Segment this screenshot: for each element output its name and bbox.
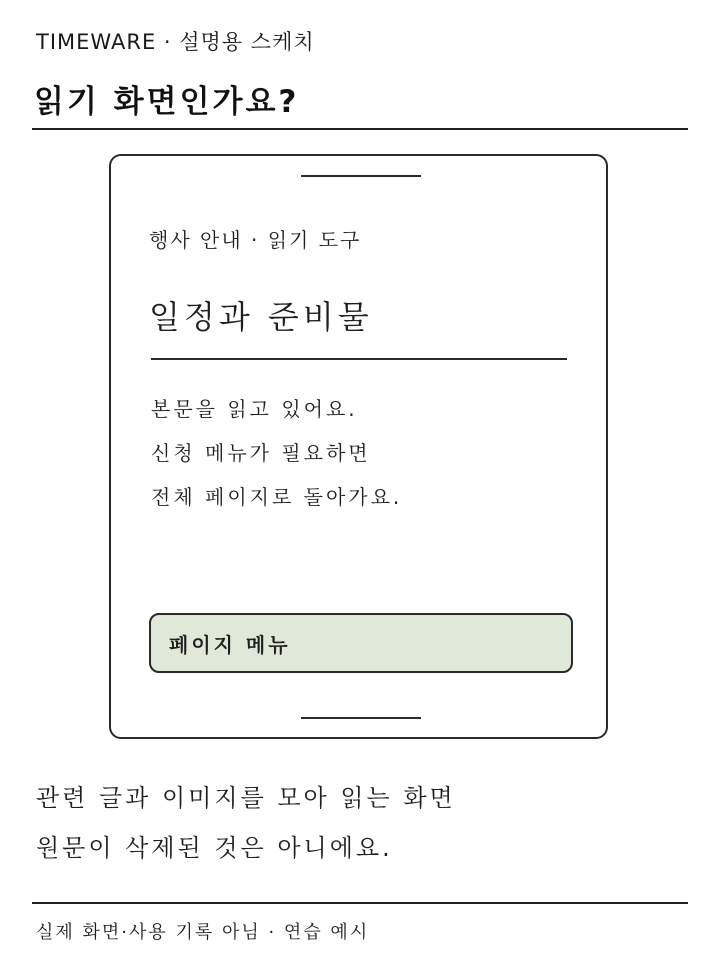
caption-line: 관련 글과 이미지를 모아 읽는 화면 <box>36 784 456 812</box>
speaker-bottom <box>301 717 421 719</box>
brand-label: TIMEWARE · 설명용 스케치 <box>36 30 315 54</box>
caption-line: 원문이 삭제된 것은 아니에요. <box>36 834 393 862</box>
bottom-divider <box>32 902 688 904</box>
screen-eyebrow: 행사 안내 · 읽기 도구 <box>149 228 362 252</box>
speaker-top <box>301 175 421 177</box>
caption <box>36 780 456 880</box>
body-line: 신청 메뉴가 필요하면 <box>151 441 371 465</box>
page-menu-button-label: 페이지 메뉴 <box>169 633 291 657</box>
page-title: 읽기 화면인가요? <box>34 84 300 120</box>
footnote: 실제 화면·사용 기록 아님 · 연습 예시 <box>36 922 370 943</box>
top-divider <box>32 128 688 130</box>
phone-frame <box>109 154 608 739</box>
screen-heading: 일정과 준비물 <box>149 298 373 336</box>
screen-body <box>151 394 402 526</box>
body-line: 본문을 읽고 있어요. <box>151 397 358 421</box>
body-line: 전체 페이지로 돌아가요. <box>151 485 403 509</box>
page-menu-button[interactable] <box>149 613 573 673</box>
screen-divider <box>151 358 567 360</box>
